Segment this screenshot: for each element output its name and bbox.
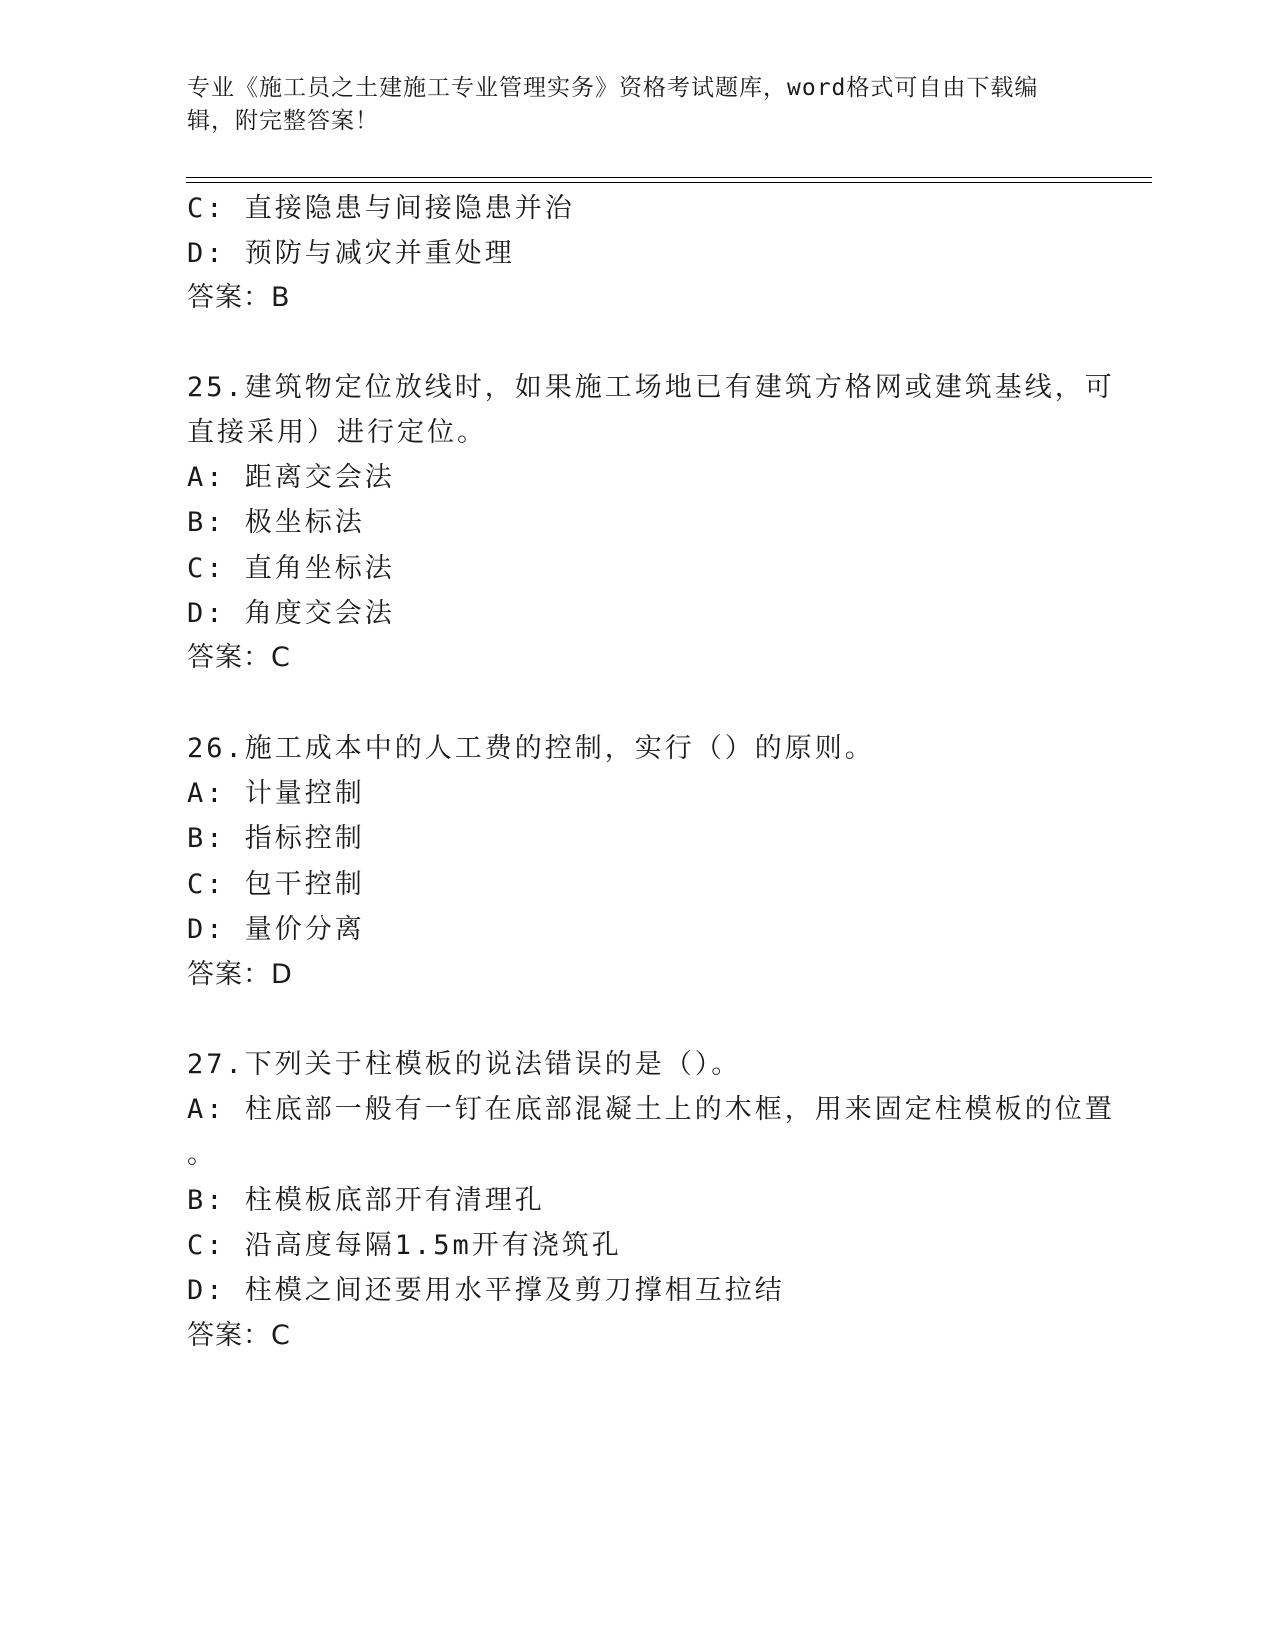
header-divider-bottom: [186, 182, 1152, 183]
q27-option-b: B: 柱模板底部开有清理孔: [187, 1185, 545, 1216]
q26-answer: 答案：D: [187, 959, 293, 990]
q25-stem-line2: 直接采用）进行定位。: [187, 417, 487, 448]
q27-option-c: C: 沿高度每隔1.5m开有浇筑孔: [187, 1230, 622, 1261]
q27-answer: 答案：C: [187, 1320, 291, 1351]
q25-answer: 答案：C: [187, 642, 291, 673]
q25-stem-line1: 25.建筑物定位放线时，如果施工场地已有建筑方格网或建筑基线，可: [187, 372, 1115, 403]
q25-option-a: A: 距离交会法: [187, 462, 395, 493]
q26-option-d: D: 量价分离: [187, 914, 365, 945]
q25-option-c: C: 直角坐标法: [187, 553, 395, 584]
q26-option-c: C: 包干控制: [187, 869, 365, 900]
q26-option-a: A: 计量控制: [187, 778, 365, 809]
q26-stem: 26.施工成本中的人工费的控制，实行（）的原则。: [187, 733, 875, 764]
prev-question-answer: 答案：B: [187, 282, 291, 313]
header-divider-top: [186, 177, 1152, 178]
q27-stem: 27.下列关于柱模板的说法错误的是（）。: [187, 1049, 742, 1080]
q25-option-b: B: 极坐标法: [187, 507, 365, 538]
q27-option-d: D: 柱模之间还要用水平撑及剪刀撑相互拉结: [187, 1275, 785, 1306]
prev-question-option-d: D: 预防与减灾并重处理: [187, 238, 515, 269]
q27-option-a-line1: A: 柱底部一般有一钉在底部混凝土上的木框，用来固定柱模板的位置: [187, 1094, 1115, 1125]
q25-option-d: D: 角度交会法: [187, 598, 395, 629]
prev-question-option-c: C: 直接隐患与间接隐患并治: [187, 193, 575, 224]
document-header: 专业《施工员之土建施工专业管理实务》资格考试题库，word格式可自由下载编辑，附完整答案！: [187, 75, 1039, 134]
q26-option-b: B: 指标控制: [187, 823, 365, 854]
q27-option-a-line2: 。: [187, 1139, 217, 1170]
